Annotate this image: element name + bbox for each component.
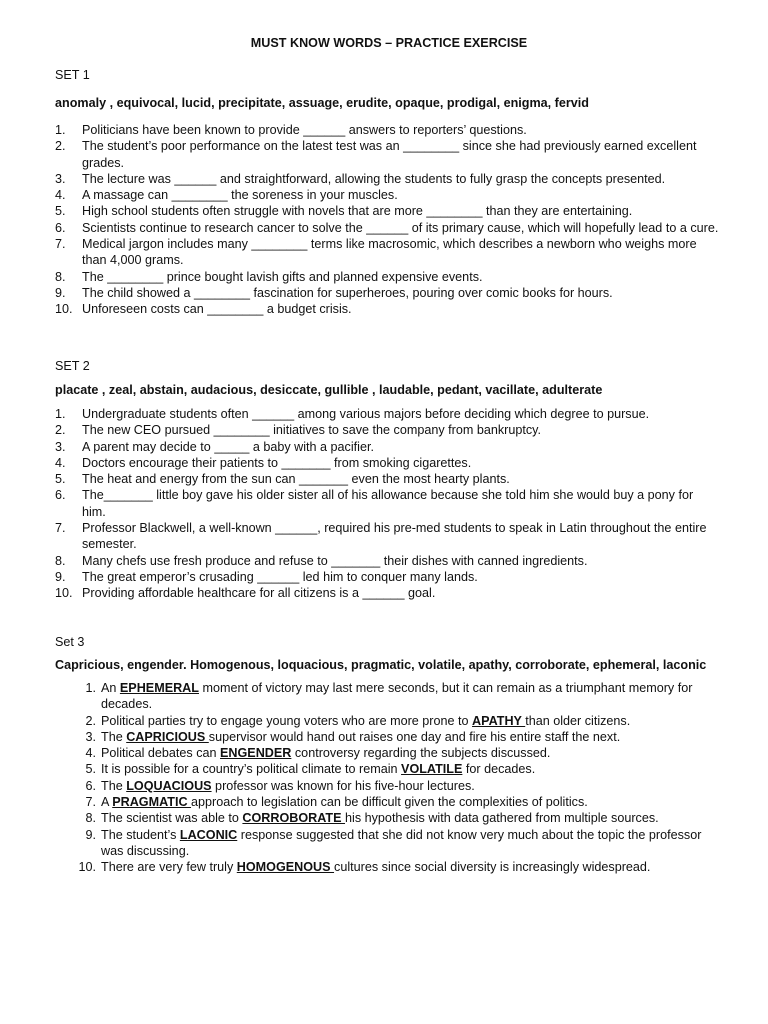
question-text: The ________ prince bought lavish gifts and planned expensive events. xyxy=(82,269,483,284)
set2-word-list: placate , zeal, abstain, audacious, desiccate, gullible , laudable, pedant, vacillate, adulterate xyxy=(55,383,603,397)
question-number: 7. xyxy=(55,521,66,536)
question-text-before: The xyxy=(101,729,127,744)
question-text: The heat and energy from the sun can _______ even the most hearty plants. xyxy=(82,472,510,487)
set1-question-item xyxy=(55,203,720,219)
page-title: MUST KNOW WORDS – PRACTICE EXERCISE xyxy=(250,36,528,50)
question-text-before: It is possible for a country’s political climate to remain xyxy=(101,762,402,777)
question-number: 8. xyxy=(55,269,66,284)
question-text-after: his hypothesis with data gathered from multiple sources. xyxy=(345,811,659,826)
set3-question-list xyxy=(77,680,723,876)
set2-question-item xyxy=(55,520,720,553)
question-text-before: The scientist was able to xyxy=(101,811,243,826)
question-text: The student’s poor performance on the latest test was an ________ since she had previously earned excellent grades. xyxy=(82,139,697,170)
set1-question-item xyxy=(55,187,720,203)
question-number: 8. xyxy=(55,553,66,568)
question-text-after: professor was known for his five-hour lectures. xyxy=(211,778,475,793)
question-number: 7. xyxy=(55,237,66,252)
answer-word: EPHEMERAL xyxy=(119,681,199,695)
question-number: 4. xyxy=(55,188,66,203)
question-text-before: The xyxy=(101,778,127,793)
question-number: 6. xyxy=(55,488,66,503)
answer-word: LOQUACIOUS xyxy=(126,778,212,793)
set3-question-item xyxy=(77,761,723,777)
question-number: 3. xyxy=(85,729,96,744)
question-text-after: than older citizens. xyxy=(525,713,631,728)
question-text-after: cultures since social diversity is increasingly widespread. xyxy=(334,860,651,875)
answer-word: APATHY xyxy=(472,713,526,728)
question-text: Providing affordable healthcare for all citizens is a ______ goal. xyxy=(82,586,436,601)
answer-word: VOLATILE xyxy=(401,762,463,777)
question-number: 1. xyxy=(55,123,66,137)
question-text-before: Political debates can xyxy=(101,746,221,761)
set3-question-item xyxy=(77,680,723,713)
question-text-before: An xyxy=(101,681,120,695)
question-text: The new CEO pursued ________ initiatives to save the company from bankruptcy. xyxy=(82,423,541,438)
set3-question-item xyxy=(77,713,723,729)
question-number: 9. xyxy=(55,285,66,300)
set1-question-item xyxy=(55,220,720,236)
question-number: 10. xyxy=(55,586,73,601)
answer-word: CAPRICIOUS xyxy=(126,729,209,744)
question-number: 8. xyxy=(85,811,96,826)
set1-label: SET 1 xyxy=(55,68,90,82)
question-text-before: A xyxy=(101,795,113,810)
question-text-after: response suggested that she did not know very much about the topic the professor was discussing. xyxy=(101,827,702,858)
set3-question-item xyxy=(77,729,723,745)
question-text: High school students often struggle with novels that are more ________ than they are entertaining. xyxy=(82,204,633,219)
question-text-after: moment of victory may last mere seconds, but it can remain as a triumphant memory for decades. xyxy=(101,681,693,712)
set3-word-list: Capricious, engender. Homogenous, loquacious, pragmatic, volatile, apathy, corroborate, ephemeral, laconic xyxy=(55,658,707,672)
question-text: Undergraduate students often ______ among various majors before deciding which degree to pursue. xyxy=(82,407,650,421)
question-text-before: There are very few truly xyxy=(101,860,237,875)
question-number: 2. xyxy=(55,139,66,154)
question-number: 4. xyxy=(85,746,96,761)
set3-question-item xyxy=(77,859,723,875)
question-text: The child showed a ________ fascination for superheroes, pouring over comic books for hours. xyxy=(82,285,613,300)
question-text: The_______ little boy gave his older sister all of his allowance because she told him she would buy a pony for him. xyxy=(82,488,694,519)
question-number: 5. xyxy=(55,204,66,219)
set2-question-item xyxy=(55,455,720,471)
question-text-after: approach to legislation can be difficult given the complexities of politics. xyxy=(191,795,588,810)
set2-question-item xyxy=(55,471,720,487)
set1-question-item xyxy=(55,285,720,301)
set1-question-list xyxy=(55,122,720,318)
question-number: 3. xyxy=(55,439,66,454)
question-text: The great emperor’s crusading ______ led him to conquer many lands. xyxy=(82,569,478,584)
question-number: 10. xyxy=(78,860,96,875)
question-number: 1. xyxy=(85,681,96,695)
set1-question-item xyxy=(55,269,720,285)
set1-question-item xyxy=(55,122,720,138)
question-text-before: The student’s xyxy=(101,827,180,842)
question-number: 6. xyxy=(55,220,66,235)
set3-question-item xyxy=(77,810,723,826)
question-text: Unforeseen costs can ________ a budget crisis. xyxy=(82,302,352,317)
question-number: 2. xyxy=(85,713,96,728)
answer-word: HOMOGENOUS xyxy=(236,860,335,875)
set2-question-item xyxy=(55,553,720,569)
question-number: 9. xyxy=(85,827,96,842)
question-number: 5. xyxy=(55,472,66,487)
question-text: Doctors encourage their patients to _______ from smoking cigarettes. xyxy=(82,455,472,470)
set1-question-item xyxy=(55,236,720,269)
question-text: Politicians have been known to provide ______ answers to reporters’ questions. xyxy=(82,123,527,137)
set2-question-item xyxy=(55,406,720,422)
question-number: 5. xyxy=(85,762,96,777)
question-text-after: controversy regarding the subjects discussed. xyxy=(291,746,551,761)
set3-question-item xyxy=(77,745,723,761)
answer-word: CORROBORATE xyxy=(242,811,346,826)
question-text-after: for decades. xyxy=(462,762,536,777)
question-text: A parent may decide to _____ a baby with a pacifier. xyxy=(82,439,374,454)
question-number: 6. xyxy=(85,778,96,793)
set3-question-item xyxy=(77,778,723,794)
question-number: 10. xyxy=(55,302,73,317)
set1-question-item xyxy=(55,171,720,187)
set2-question-item xyxy=(55,439,720,455)
set3-question-item xyxy=(77,794,723,810)
question-text: A massage can ________ the soreness in your muscles. xyxy=(82,188,398,203)
set3-label: Set 3 xyxy=(55,635,85,649)
set2-question-item xyxy=(55,585,720,601)
question-text: Scientists continue to research cancer to solve the ______ of its primary cause, which will hopefully lead to a cure. xyxy=(82,220,719,235)
question-text: Professor Blackwell, a well-known ______, required his pre-med students to speak in Latin throughout the entire semester. xyxy=(82,521,707,552)
set2-question-item xyxy=(55,569,720,585)
set2-question-item xyxy=(55,487,720,520)
set1-question-item xyxy=(55,301,720,317)
set3-question-item xyxy=(77,827,723,860)
question-text: The lecture was ______ and straightforward, allowing the students to fully grasp the concepts presented. xyxy=(82,171,666,186)
question-text-before: Political parties try to engage young voters who are more prone to xyxy=(101,713,473,728)
question-number: 9. xyxy=(55,569,66,584)
answer-word: LACONIC xyxy=(179,827,238,842)
question-number: 7. xyxy=(85,795,96,810)
set1-question-item xyxy=(55,138,720,171)
question-text-after: supervisor would hand out raises one day and fire his entire staff the next. xyxy=(208,729,621,744)
question-text: Many chefs use fresh produce and refuse to _______ their dishes with canned ingredients. xyxy=(82,553,588,568)
question-number: 2. xyxy=(55,423,66,438)
set2-question-list xyxy=(55,406,720,602)
question-number: 3. xyxy=(55,171,66,186)
answer-word: PRAGMATIC xyxy=(112,795,192,810)
set1-word-list: anomaly , equivocal, lucid, precipitate, assuage, erudite, opaque, prodigal, enigma, fervid xyxy=(55,96,589,110)
question-number: 4. xyxy=(55,455,66,470)
question-number: 1. xyxy=(55,407,66,421)
set2-question-item xyxy=(55,422,720,438)
set2-label: SET 2 xyxy=(55,359,90,373)
question-text: Medical jargon includes many ________ terms like macrosomic, which describes a newborn who weighs more than 4,000 grams. xyxy=(82,237,697,268)
answer-word: ENGENDER xyxy=(220,746,292,761)
